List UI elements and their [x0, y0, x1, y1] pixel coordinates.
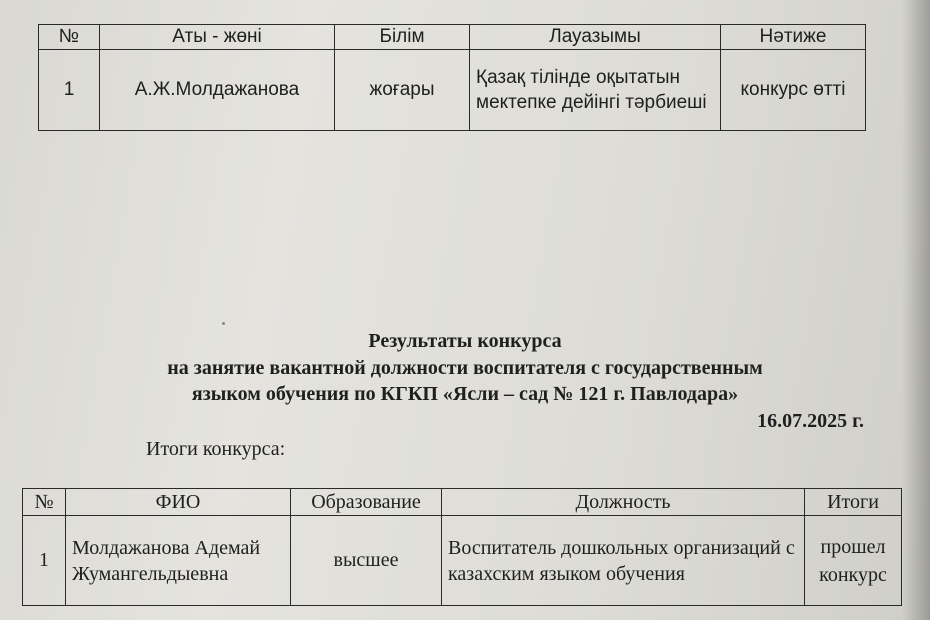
cell-name: Молдажанова Адемай Жумангельдыевна: [66, 516, 291, 606]
table-header-row: [23, 489, 902, 516]
results-subtitle-line2: языком обучения по КГКП «Ясли – сад № 121 г. Павлодара»: [191, 383, 739, 405]
summary-label: Итоги конкурса:: [146, 438, 286, 460]
cell-position: Воспитатель дошкольных организаций с казахским языком обучения: [442, 516, 805, 606]
table-row: [39, 50, 866, 131]
cell-name: А.Ж.Молдажанова: [100, 50, 335, 131]
column-header-result: Нәтиже: [721, 25, 866, 50]
cell-position: Қазақ тілінде оқытатын мектепке дейінгі тәрбиеші: [470, 50, 721, 131]
column-header-position: Должность: [442, 489, 805, 516]
results-title: Результаты конкурса: [368, 330, 562, 352]
document-date: 16.07.2025 г.: [757, 410, 864, 432]
column-header-name: ФИО: [66, 489, 291, 516]
column-header-name: Аты - жөні: [100, 25, 335, 50]
table-row: [23, 516, 902, 606]
cell-number: 1: [39, 50, 100, 131]
column-header-result: Итоги: [805, 489, 902, 516]
column-header-education: Білім: [335, 25, 470, 50]
column-header-position: Лауазымы: [470, 25, 721, 50]
column-header-number: №: [23, 489, 66, 516]
column-header-education: Образование: [291, 489, 442, 516]
cell-result: прошел конкурс: [805, 516, 902, 606]
cell-education: жоғары: [335, 50, 470, 131]
cell-result: конкурс өтті: [721, 50, 866, 131]
ru-results-table: [22, 488, 902, 606]
cell-number: 1: [23, 516, 66, 606]
results-subtitle-line1: на занятие вакантной должности воспитателя с государственным: [167, 357, 763, 379]
cell-education: высшее: [291, 516, 442, 606]
page-edge-shadow: [902, 0, 930, 620]
kz-results-table: [38, 24, 866, 131]
paper-speck: [222, 322, 225, 325]
table-header-row: [39, 25, 866, 50]
column-header-number: №: [39, 25, 100, 50]
